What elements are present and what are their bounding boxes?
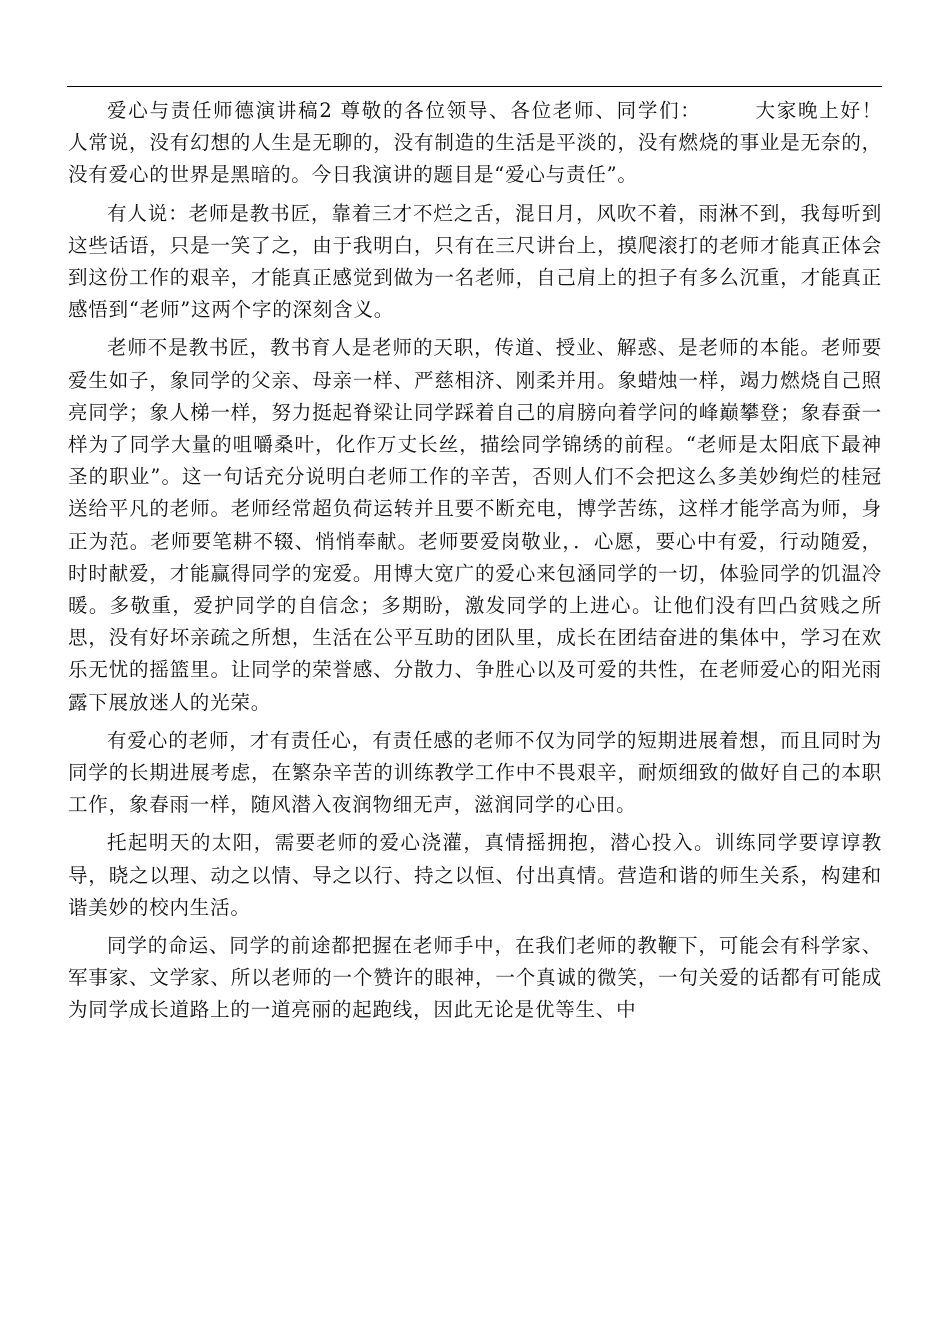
paragraph-student-fate: 同学的命运、同学的前途都把握在老师手中，在我们老师的教鞭下，可能会有科学家、军事家、文学家、所以老师的一个赞许的眼神，一个真诚的微笑，一句关爱的话都有可能成为同学成长道路上的一道亮丽的起跑线，因此无论是优等生、中 (68, 934, 882, 1022)
paragraph-intro: 爱心与责任师德演讲稿2 尊敬的各位领导、各位老师、同学们： 大家晚上好！ 人常说，没有幻想的人生是无聊的，没有制造的生活是平淡的，没有燃烧的事业是无奈的，没有爱心的世界是黑暗的。今日我演讲的题目是“爱心与责任”。 (68, 99, 943, 187)
paragraph-teacher-duty: 老师不是教书匠，教书育人是老师的天职，传道、授业、解惑、是老师的本能。老师要爱生如子，象同学的父亲、母亲一样、严慈相济、刚柔并用。象蜡烛一样，竭力燃烧自己照亮同学；象人梯一样，努力挺起脊梁让同学踩着自己的肩膀向着学问的峰巅攀登；象春蚕一样为了同学大量的咀嚼桑叶，化作万丈长丝，描绘同学锦绣的前程。“老师是太阳底下最神圣的职业”。这一句话充分说明白老师工作的辛苦，否则人们不会把这么多美妙绚烂的桂冠送给平凡的老师。老师经常超负荷运转并且要不断充电，博学苦练，这样才能学高为师，身正为范。老师要笔耕不辍、悄悄奉献。老师要爱岗敬业，．心愿，要心中有爱，行动随爱，时时献爱，才能赢得同学的宠爱。用博大宽广的爱心来包涵同学的一切，体验同学的饥温冷暖。多敬重，爱护同学的自信念；多期盼，激发同学的上进心。让他们没有凹凸贫贱之所思，没有好坏亲疏之所想，生活在公平互助的团队里，成长在团结奋进的集体中，学习在欢乐无忧的摇篮里。让同学的荣誉感、分散力、争胜心以及可爱的共性，在老师爱心的阳光雨露下展放迷人的光荣。 (68, 336, 882, 714)
paragraph-responsibility: 有爱心的老师，才有责任心，有责任感的老师不仅为同学的短期进展着想，而且同时为同学的长期进展考虑，在繁杂辛苦的训练教学工作中不畏艰辛，耐烦细致的做好自己的本职工作，象春雨一样，随风潜入夜润物细无声，滋润同学的心田。 (68, 728, 882, 817)
document-body (68, 95, 943, 1033)
paragraph-tomorrow-sun: 托起明天的太阳，需要老师的爱心浇灌，真情摇拥抱，潜心投入。训练同学要谆谆教导，晓之以理、动之以情、导之以行、持之以恒、付出真情。营造和谐的师生关系，构建和谐美妙的校内生活。 (68, 831, 882, 919)
header-rule (67, 86, 882, 87)
paragraph-teacher-craftsman: 有人说：老师是教书匠，靠着三才不烂之舌，混日月，风吹不着，雨淋不到，我每听到这些话语，只是一笑了之，由于我明白，只有在三尺讲台上，摸爬滚打的老师才能真正体会到这份工作的艰辛，才能真正感觉到做为一名老师，自己肩上的担子有多么沉重，才能真正感悟到“老师”这两个字的深刻含义。 (68, 201, 882, 322)
